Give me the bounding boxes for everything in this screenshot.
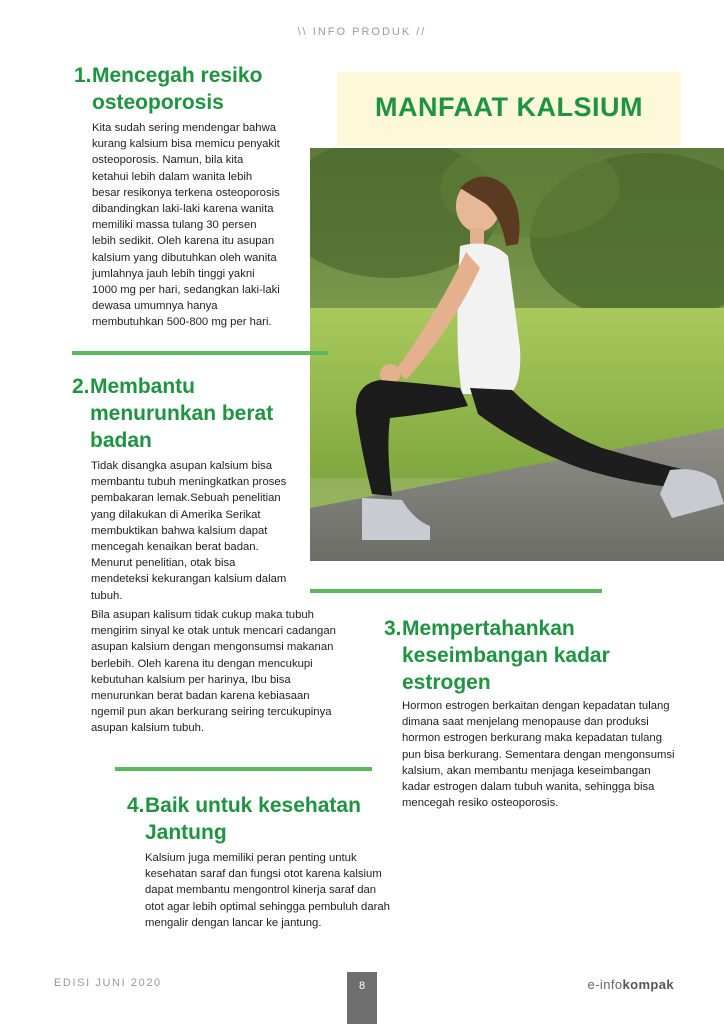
brand-suffix: kompak [622, 977, 674, 992]
section-title: Mencegah resiko osteoporosis [92, 64, 263, 114]
divider-rule [310, 589, 602, 593]
section-number: 4. [127, 794, 145, 817]
section-2-paragraph-1: Tidak disangka asupan kalsium bisa membantu tubuh meningkatkan proses pembakaran lemak.Sebuah penelitian yang dilakukan di Amerika Serikat membuktikan bahwa kalsium dapat mencegah kenaikan berat badan. Menurut penelitian, otak bisa mendeteksi kekurangan kalsium dalam tubuh. [91, 460, 287, 602]
divider-rule [72, 351, 328, 355]
section-title: Baik untuk kesehatan Jantung [145, 794, 361, 844]
edition-label: EDISI JUNI 2020 [54, 977, 162, 989]
brand-prefix: e-info [587, 977, 623, 992]
brand-logo [588, 977, 674, 992]
page-number-box [347, 972, 377, 1024]
section-3-paragraph: Hormon estrogen berkaitan dengan kepadatan tulang dimana saat menjelang menopause dan produksi hormon estrogen berkurang maka kepadatan tulang pun bisa berkurang. Sementara dengan mengonsumsi kalsium, akan membantu menjaga keseimbangan kadar estrogen dalam tubuh wanita, sehingga bisa mencegah resiko osteoporosis. [402, 700, 675, 810]
title-banner [337, 72, 681, 146]
section-1-heading [74, 62, 304, 116]
section-number: 2. [72, 375, 90, 398]
page-title: MANFAAT KALSIUM [375, 92, 643, 122]
section-2-heading [72, 373, 302, 454]
section-1-paragraph: Kita sudah sering mendengar bahwa kurang kalsium bisa memicu penyakit osteoporosis. Namun, bila kita ketahui lebih dalam wanita lebih besar resikonya terkena osteoporosis dibandingkan laki-laki karena wanita memiliki massa tulang 30 persen lebih sedikit. Oleh karena itu asupan kalsium yang dibutuhkan oleh wanita jumlahnya jauh lebih tinggi yakni 1000 mg per hari, sedangkan laki-laki dewasa umumnya hanya membutuhkan 500-800 mg per hari. [92, 122, 280, 329]
page-number: 8 [358, 980, 366, 992]
section-number: 3. [384, 617, 402, 640]
section-header-label: \\ INFO PRODUK // [297, 26, 427, 38]
exercise-photo [310, 148, 724, 561]
section-2-paragraph-2: Bila asupan kalisum tidak cukup maka tubuh mengirim sinyal ke otak untuk mencari cadangan asupan kalsium dengan mengonsumsi makanan berlebih. Oleh karena itu dengan mencukupi kebutuhan kalsium per harinya, Ibu bisa menurunkan berat badan karena kebiasaan ngemil pun akan berkurang seiring tercukupinya asupan kalsium tubuh. [91, 609, 336, 735]
section-4-heading [127, 792, 387, 846]
section-3-heading [384, 615, 634, 696]
section-number: 1. [74, 64, 92, 87]
section-title: Mempertahankan keseimbangan kadar estrogen [402, 617, 610, 694]
divider-rule [115, 767, 372, 771]
section-title: Membantu menurunkan berat badan [90, 375, 274, 452]
section-4-paragraph: Kalsium juga memiliki peran penting untuk kesehatan saraf dan fungsi otot karena kalsium dapat membantu mengontrol kinerja saraf dan otot agar lebih optimal sehingga pembuluh darah mengalir dengan lancar ke jantung. [145, 852, 390, 929]
